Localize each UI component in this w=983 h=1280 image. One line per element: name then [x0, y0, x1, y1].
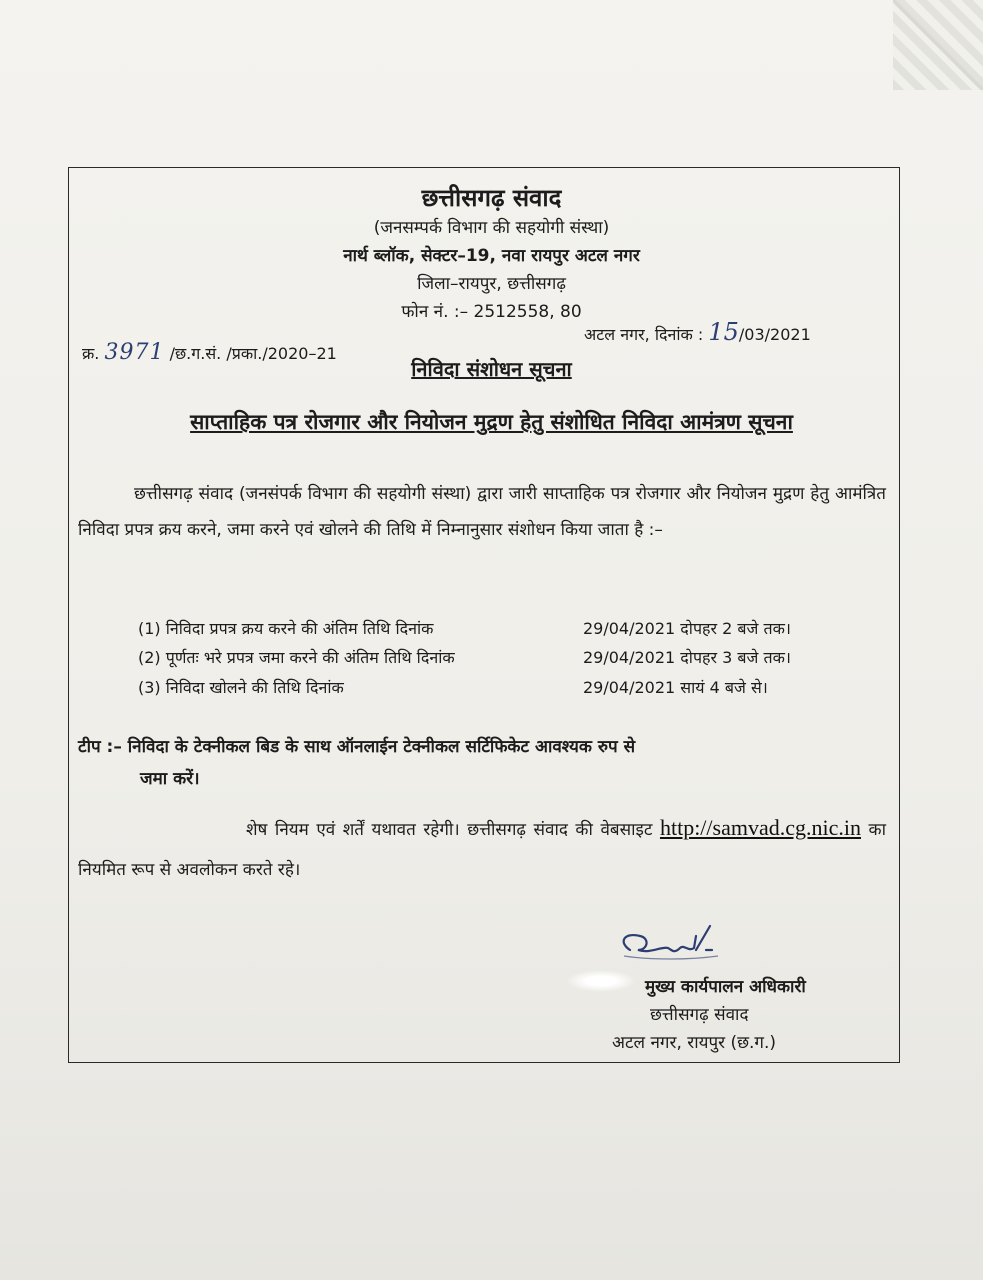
notice-heading: साप्ताहिक पत्र रोजगार और नियोजन मुद्रण हेतु संशोधित निविदा आमंत्रण सूचना — [190, 410, 793, 434]
corner-pattern — [893, 0, 983, 90]
schedule-label: (3) निविदा खोलने की तिथि दिनांक — [138, 678, 344, 697]
ink-smudge — [566, 970, 636, 992]
district-line: जिला–रायपुर, छत्तीसगढ़ — [417, 274, 566, 294]
signatory-designation: मुख्य कार्यपालन अधिकारी — [645, 977, 806, 997]
schedule-item — [138, 617, 898, 639]
body-paragraph-text: छत्तीसगढ़ संवाद (जनसंपर्क विभाग की सहयोगी संस्था) द्वारा जारी साप्ताहिक पत्र रोजगार और नियोजन मुद्रण हेतु आमंत्रित निविदा प्रपत्र क्रय करने, जमा करने एवं खोलने की तिथि में निम्नानुसार संशोधन किया जाता है :– — [78, 484, 886, 540]
schedule-date: 29/04/2021 दोपहर 3 बजे तक। — [583, 648, 791, 667]
dateline-handwritten-day: 15 — [708, 318, 739, 346]
phone-line: फोन नं. :– 2512558, 80 — [401, 302, 582, 322]
notice-title: निविदा संशोधन सूचना — [411, 357, 572, 381]
remaining-note — [78, 808, 886, 890]
dateline-prefix: अटल नगर, दिनांक : — [584, 325, 704, 344]
signature-image — [610, 920, 730, 970]
schedule-date: 29/04/2021 दोपहर 2 बजे तक। — [583, 619, 791, 638]
schedule-label: (2) पूर्णतः भरे प्रपत्र जमा करने की अंतिम तिथि दिनांक — [138, 648, 455, 667]
schedule-item — [138, 676, 898, 698]
dateline-rest: /03/2021 — [738, 325, 811, 344]
tip-line-2: जमा करें। — [140, 769, 200, 789]
schedule-label: (1) निविदा प्रपत्र क्रय करने की अंतिम तिथि दिनांक — [138, 619, 434, 638]
ref-suffix: /छ.ग.सं. /प्रका./2020–21 — [169, 344, 337, 363]
tip-note — [78, 731, 886, 795]
address-line: नार्थ ब्लॉक, सेक्टर–19, नवा रायपुर अटल नगर — [343, 246, 640, 266]
tip-line-1: टीप :– निविदा के टेक्नीकल बिड के साथ ऑनलाईन टेक्नीकल सर्टिफिकेट आवश्यक रुप से — [78, 737, 636, 757]
ref-prefix: क्र. — [82, 344, 100, 363]
remaining-text-after: का नियमित रूप से अवलोकन करते रहे। — [78, 820, 887, 880]
org-tagline: (जनसम्पर्क विभाग की सहयोगी संस्था) — [373, 218, 610, 238]
remaining-text-before: शेष नियम एवं शर्तें यथावत रहेगी। छत्तीसगढ़ संवाद की वेबसाइट — [246, 820, 653, 840]
ref-handwritten-number: 3971 — [104, 340, 165, 365]
dateline — [584, 318, 811, 346]
signatory-org: छत्तीसगढ़ संवाद — [650, 1005, 749, 1025]
schedule-date: 29/04/2021 सायं 4 बजे से। — [583, 678, 768, 697]
org-name: छत्तीसगढ़ संवाद — [421, 184, 562, 212]
signatory-place: अटल नगर, रायपुर (छ.ग.) — [612, 1033, 777, 1053]
schedule-item — [138, 646, 898, 668]
body-paragraph — [78, 476, 886, 548]
website-link[interactable]: http://samvad.cg.nic.in — [659, 815, 861, 840]
